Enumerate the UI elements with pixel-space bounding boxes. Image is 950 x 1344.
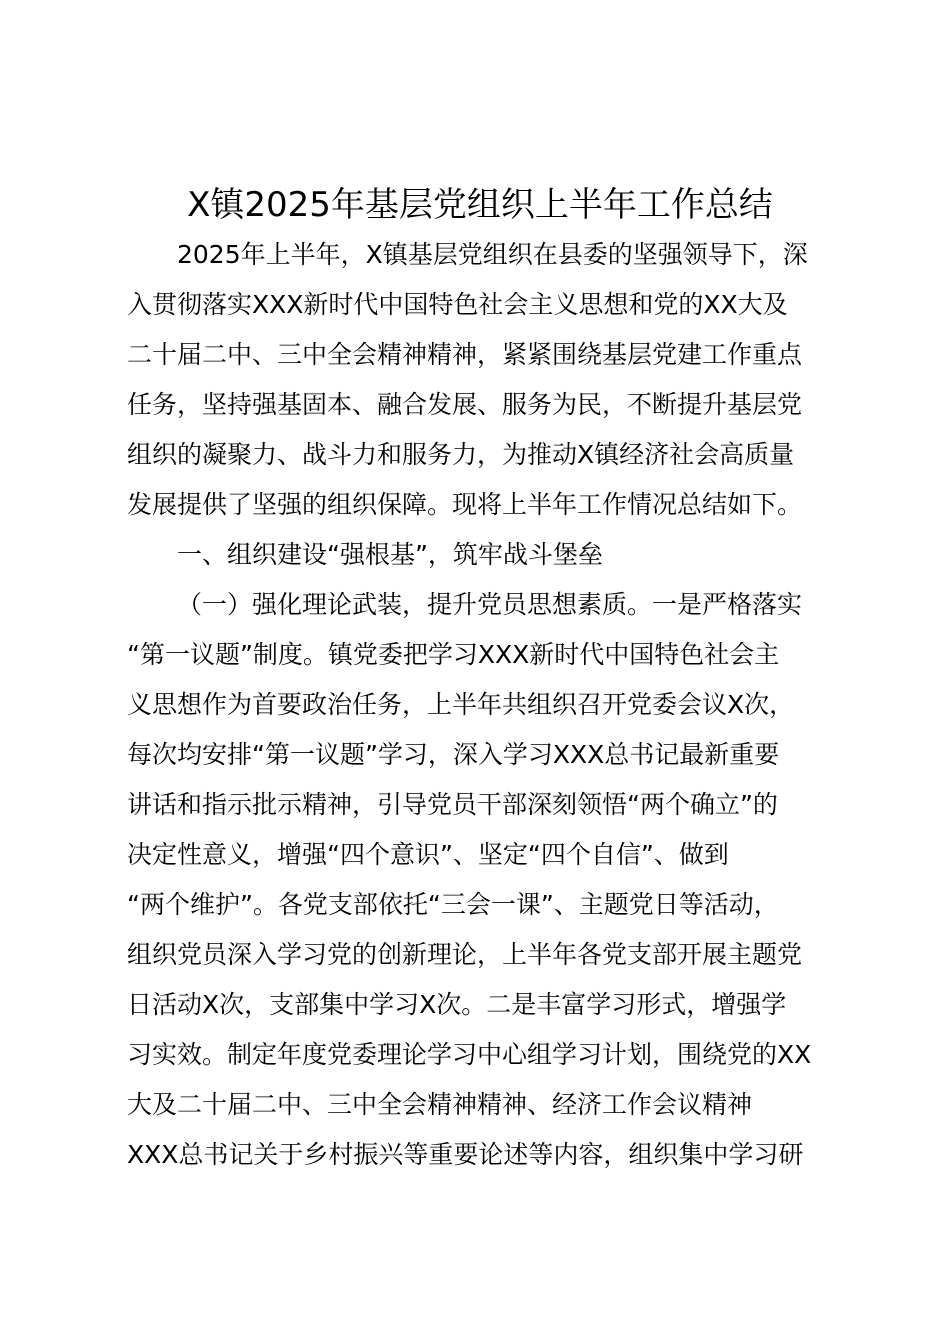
paragraph-line: 每次均安排“第一议题”学习，深入学习XXX总书记最新重要	[127, 740, 780, 769]
paragraph-line: （一）强化理论武装，提升党员思想素质。一是严格落实	[177, 590, 803, 619]
paragraph-line: 日活动X次，支部集中学习X次。二是丰富学习形式，增强学	[127, 990, 787, 1019]
paragraph-line: 组织的凝聚力、战斗力和服务力，为推动X镇经济社会高质量	[127, 440, 795, 469]
document-title: X镇2025年基层党组织上半年工作总结	[187, 185, 773, 225]
paragraph-line: “两个维护”。各党支部依托“三会一课”、主题党日等活动，	[127, 890, 779, 919]
paragraph-line: 习实效。制定年度党委理论学习中心组学习计划，围绕党的XX	[127, 1040, 812, 1069]
paragraph-line: 2025年上半年，X镇基层党组织在县委的坚强领导下，深	[177, 240, 808, 269]
paragraph-line: 讲话和指示批示精神，引导党员干部深刻领悟“两个确立”的	[127, 790, 778, 819]
section-heading: 一、组织建设“强根基”，筑牢战斗堡垒	[177, 540, 603, 569]
paragraph-line: XXX总书记关于乡村振兴等重要论述等内容，组织集中学习研	[127, 1140, 804, 1169]
paragraph-line: 入贯彻落实XXX新时代中国特色社会主义思想和党的XX大及	[127, 290, 788, 319]
paragraph-line: 任务，坚持强基固本、融合发展、服务为民，不断提升基层党	[127, 390, 803, 419]
paragraph-line: 发展提供了坚强的组织保障。现将上半年工作情况总结如下。	[127, 490, 803, 519]
paragraph-line: 组织党员深入学习党的创新理论，上半年各党支部开展主题党	[127, 940, 803, 969]
paragraph-line: “第一议题”制度。镇党委把学习XXX新时代中国特色社会主	[127, 640, 780, 669]
paragraph-line: 二十届二中、三中全会精神精神，紧紧围绕基层党建工作重点	[127, 340, 803, 369]
paragraph-line: 决定性意义，增强“四个意识”、坚定“四个自信”、做到	[127, 840, 729, 869]
paragraph-line: 大及二十届二中、三中全会精神精神、经济工作会议精神	[127, 1090, 753, 1119]
paragraph-line: 义思想作为首要政治任务，上半年共组织召开党委会议X次，	[127, 690, 795, 719]
